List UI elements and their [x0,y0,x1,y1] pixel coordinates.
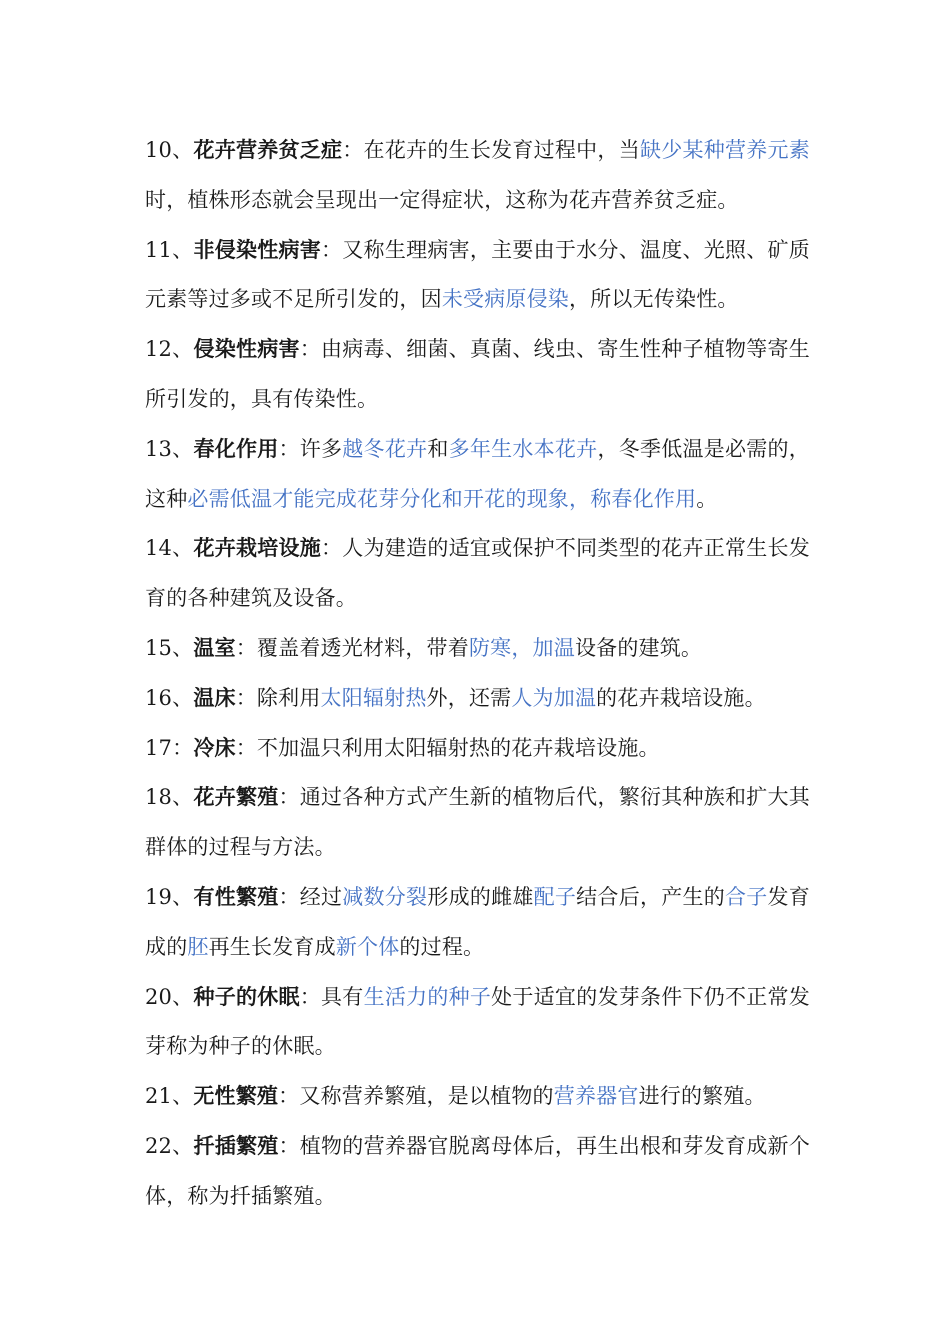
highlight: 新个体 [335,934,400,959]
text: 设备的建筑。 [574,635,703,660]
document-body [145,126,810,1222]
entry-20 [145,973,810,1073]
term: 花卉营养贫乏症 [193,138,343,162]
text: ：不加温只利用太阳辐射热的花卉栽培设施。 [235,735,660,760]
highlight: 人为加温 [511,685,597,710]
text: 和 [427,436,449,461]
entry-number: 18、 [145,785,194,810]
term: 春化作用 [193,436,279,461]
text: ：具有 [299,984,364,1009]
text: 形成的雌雄 [427,884,534,909]
highlight: 营养器官 [553,1084,639,1109]
highlight: 防寒，加温 [468,635,575,660]
text: ：由病毒、细菌、真菌、线虫、寄生性种子植物等寄生所引发的，具有传染性。 [145,337,810,411]
entry-21 [145,1072,810,1122]
entry-number: 17： [145,735,194,760]
text: ：覆盖着透光材料，带着 [235,635,469,660]
highlight: 必需低温才能完成花芽分化和开花的现象，称春化作用 [187,486,697,511]
text: ，所以无传染性。 [569,287,739,312]
text: 。 [696,486,718,511]
term: 非侵染性病害 [193,237,322,262]
entry-number: 20、 [145,984,194,1009]
entry-18 [145,773,810,873]
highlight: 减数分裂 [342,884,428,909]
entry-11 [145,226,810,326]
term: 花卉繁殖 [193,785,279,810]
entry-16 [145,674,810,724]
entry-number: 10、 [145,138,194,162]
entry-15 [145,624,810,674]
entry-19 [145,873,810,973]
text: ：经过 [278,884,343,909]
highlight: 多年生水本花卉 [448,436,598,461]
entry-number: 22、 [145,1133,194,1158]
term: 温床 [193,685,236,710]
highlight: 缺少某种营养元素 [639,138,810,162]
highlight: 太阳辐射热 [320,685,427,710]
term: 有性繁殖 [193,884,279,909]
entry-13 [145,425,810,525]
text: 时，植株形态就会呈现出一定得症状，这称为花卉营养贫乏症。 [145,187,739,212]
text: 外，还需 [426,685,512,710]
term: 种子的休眠 [193,984,300,1009]
term: 冷床 [193,735,236,760]
term: 扦插繁殖 [193,1133,279,1158]
entry-number: 12、 [145,337,194,362]
entry-10 [145,126,810,226]
highlight: 胚 [187,934,209,959]
entry-14 [145,524,810,624]
text: ：通过各种方式产生新的植物后代，繁衍其种族和扩大其群体的过程与方法。 [145,785,811,860]
highlight: 生活力的种子 [363,984,492,1009]
text: ，冬季低温是必需的，这种 [145,436,810,511]
entry-number: 11、 [145,237,194,262]
entry-17 [145,724,810,774]
text: 的过程。 [399,934,485,959]
entry-number: 15、 [145,635,194,660]
highlight: 未受病原侵染 [441,287,570,312]
text: 发育成的 [145,884,810,959]
entry-number: 14、 [145,536,194,561]
text: 进行的繁殖。 [638,1084,766,1109]
text: ：又称营养繁殖，是以植物的 [278,1084,554,1109]
text: 再生长发育成 [208,934,336,959]
entry-number: 19、 [145,884,194,909]
text: ：在花卉的生长发育过程中，当 [342,138,640,162]
entry-number: 21、 [145,1084,194,1109]
text: 结合后，产生的 [576,884,725,909]
highlight: 配子 [533,884,577,909]
term: 花卉栽培设施 [193,536,322,561]
text: 处于适宜的发芽条件下仍不正常发芽称为种子的休眠。 [145,984,811,1059]
term: 温室 [193,635,236,660]
term: 无性繁殖 [193,1084,279,1109]
text: ：又称生理病害，主要由于水分、温度、光照、矿质元素等过多或不足所引发的，因 [145,237,810,312]
text: ：除利用 [235,685,321,710]
entry-12 [145,325,810,425]
text: ：人为建造的适宜或保护不同类型的花卉正常生长发育的各种建筑及设备。 [145,536,810,611]
entry-22 [145,1122,810,1222]
term: 侵染性病害 [193,337,300,362]
entry-number: 16、 [145,685,194,710]
text: ：许多 [278,436,343,461]
highlight: 越冬花卉 [342,436,428,461]
text: ：植物的营养器官脱离母体后，再生出根和芽发育成新个体，称为扦插繁殖。 [145,1133,811,1208]
highlight: 合子 [725,884,768,909]
entry-number: 13、 [145,436,194,461]
text: 的花卉栽培设施。 [596,685,766,710]
